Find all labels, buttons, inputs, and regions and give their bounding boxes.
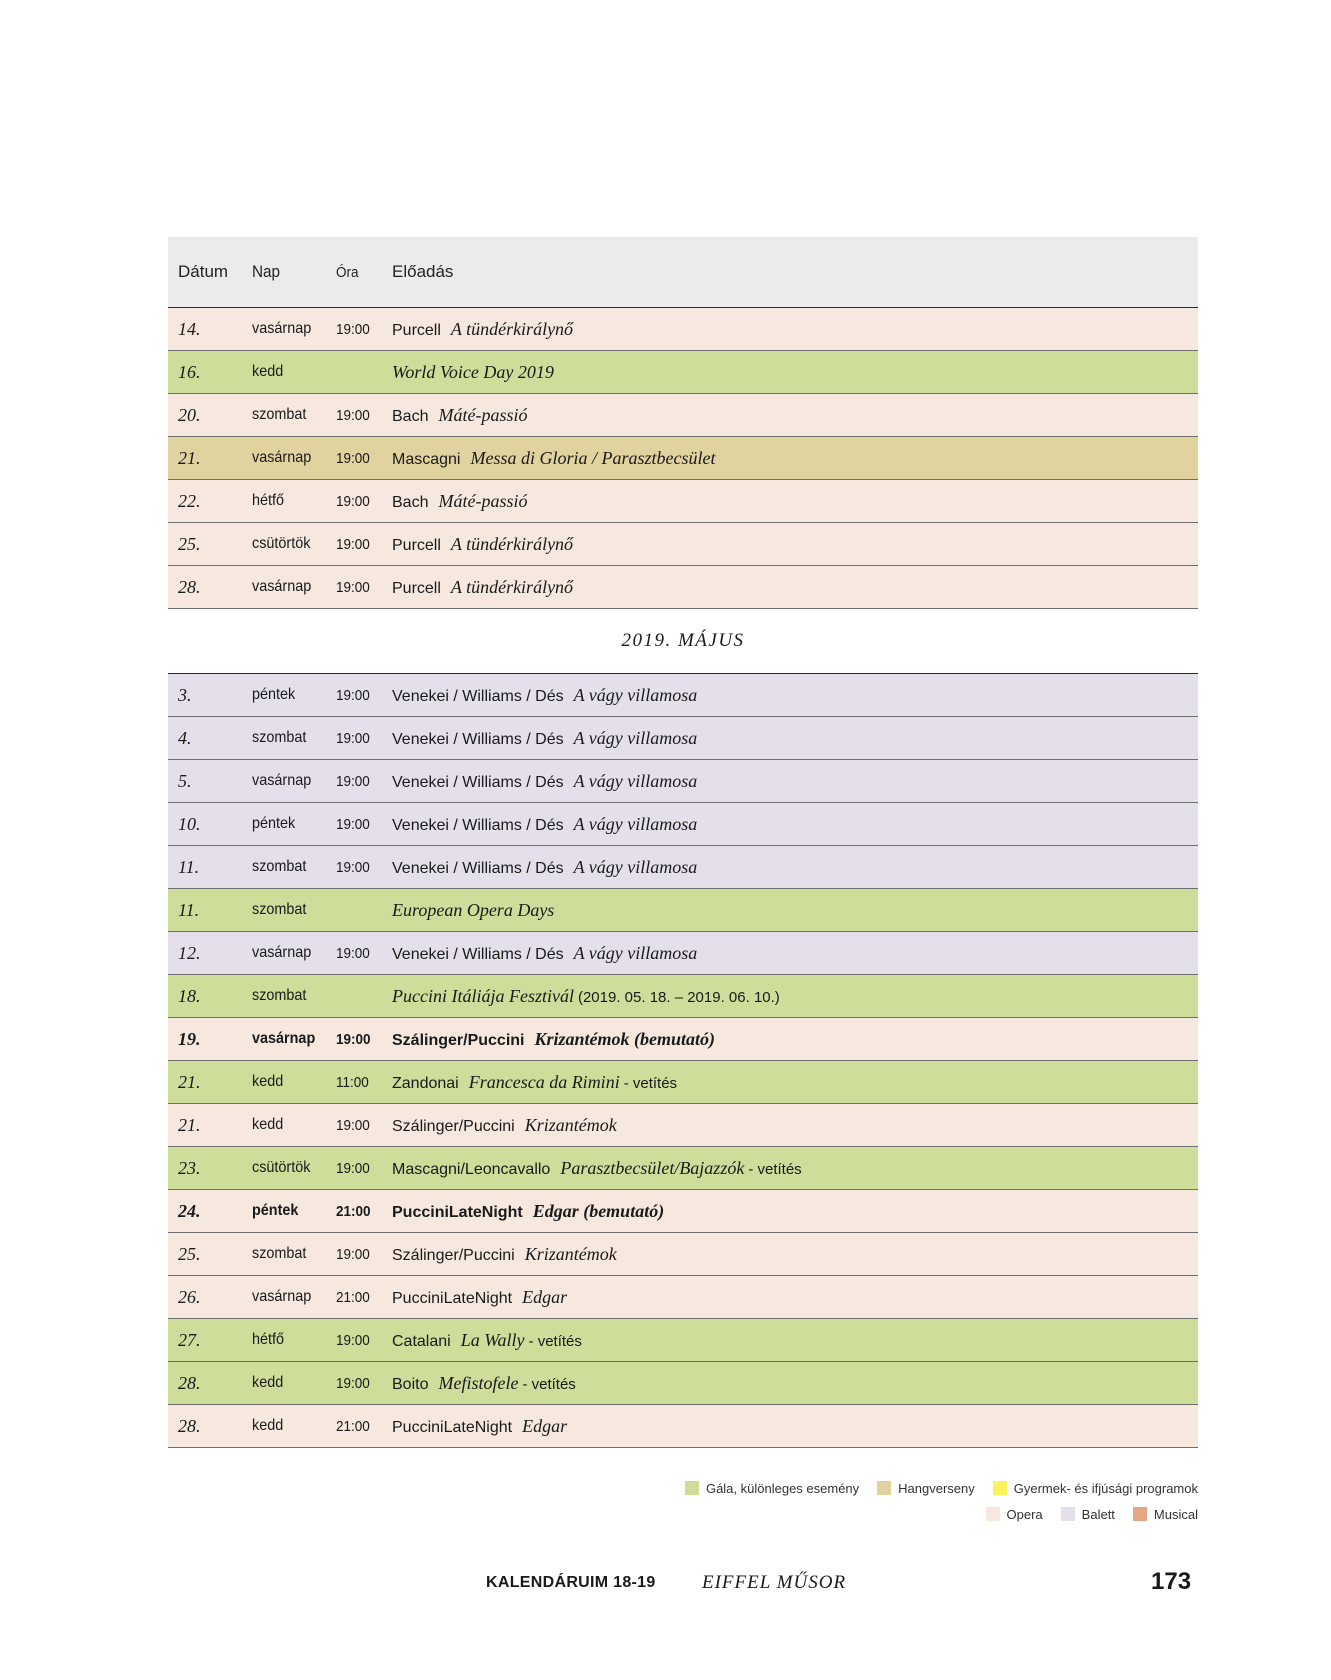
table-row <box>168 308 1198 351</box>
row-day: péntek <box>252 815 296 832</box>
row-day: szombat <box>252 858 307 875</box>
row-performance <box>392 1072 1198 1093</box>
row-date: 5. <box>178 770 192 791</box>
row-title: Krizantémok <box>524 1114 617 1135</box>
row-day: csütörtök <box>252 535 311 552</box>
row-day: szombat <box>252 901 307 918</box>
row-composer: PucciniLateNight <box>392 1418 513 1436</box>
row-composer: Szálinger/Puccini <box>392 1031 525 1049</box>
legend-item <box>877 1481 975 1496</box>
table-row <box>168 932 1198 975</box>
row-performance <box>392 362 1198 383</box>
row-performance <box>392 1158 1198 1179</box>
month-title: 2019. MÁJUS <box>168 609 1198 674</box>
row-time: 19:00 <box>336 1374 370 1392</box>
row-day: kedd <box>252 363 284 380</box>
table-row <box>168 437 1198 480</box>
row-title: A vágy villamosa <box>573 813 698 834</box>
row-day: szombat <box>252 729 307 746</box>
legend-label: Hangverseny <box>898 1480 975 1496</box>
row-date: 18. <box>178 985 201 1006</box>
row-day: kedd <box>252 1374 284 1391</box>
row-time: 19:00 <box>336 772 370 790</box>
row-composer: Venekei / Williams / Dés <box>392 859 564 877</box>
row-title: A tündérkirálynő <box>450 576 574 597</box>
row-title: Edgar (bemutató) <box>532 1200 665 1221</box>
row-date: 10. <box>178 813 201 834</box>
row-day: szombat <box>252 1245 307 1262</box>
row-composer: Szálinger/Puccini <box>392 1246 515 1264</box>
row-performance <box>392 1416 1198 1437</box>
legend-row <box>598 1475 1198 1501</box>
table-row <box>168 717 1198 760</box>
row-date: 21. <box>178 447 201 468</box>
header-performance: Előadás <box>392 262 454 281</box>
row-day: vasárnap <box>252 578 312 595</box>
row-time: 19:00 <box>336 449 370 467</box>
row-title: Máté-passió <box>438 404 528 425</box>
row-time: 19:00 <box>336 729 370 747</box>
row-title: Francesca da Rimini <box>468 1071 620 1092</box>
row-extra: (2019. 05. 18. – 2019. 06. 10.) <box>577 988 780 1006</box>
row-title: Puccini Itáliája Fesztivál <box>392 985 574 1006</box>
row-composer: Mascagni <box>392 450 461 468</box>
row-day: kedd <box>252 1073 284 1090</box>
table-row <box>168 351 1198 394</box>
table-row <box>168 889 1198 932</box>
footer-brand: KALENDÁRUIM 18-19 <box>486 1574 656 1591</box>
row-performance <box>392 1373 1198 1394</box>
header-day: Nap <box>252 262 281 281</box>
row-performance <box>392 405 1198 426</box>
row-composer: Venekei / Williams / Dés <box>392 687 564 705</box>
row-performance <box>392 448 1198 469</box>
row-performance <box>392 814 1198 835</box>
row-time: 11:00 <box>336 1073 369 1091</box>
footer-section: EIFFEL MŰSOR <box>702 1572 847 1593</box>
table-row <box>168 1018 1198 1061</box>
row-day: vasárnap <box>252 772 312 789</box>
footer <box>0 1566 1331 1606</box>
row-day: szombat <box>252 987 307 1004</box>
row-title: A vágy villamosa <box>573 684 698 705</box>
row-date: 21. <box>178 1114 201 1135</box>
row-performance <box>392 534 1198 555</box>
legend-item <box>1061 1507 1115 1522</box>
row-time: 21:00 <box>336 1288 370 1306</box>
legend-label: Gyermek- és ifjúsági programok <box>1013 1480 1198 1496</box>
row-title: A vágy villamosa <box>573 942 698 963</box>
row-date: 21. <box>178 1071 201 1092</box>
row-day: hétfő <box>252 1331 285 1348</box>
legend-label: Gála, különleges esemény <box>705 1480 860 1496</box>
row-day: vasárnap <box>252 1288 312 1305</box>
row-title: A tündérkirálynő <box>450 533 574 554</box>
legend-row <box>598 1501 1198 1527</box>
row-composer: Catalani <box>392 1332 451 1350</box>
schedule-table <box>168 237 1198 1448</box>
row-title: Máté-passió <box>438 490 528 511</box>
row-date: 11. <box>178 856 200 877</box>
row-time: 21:00 <box>336 1202 371 1220</box>
row-time: 19:00 <box>336 320 370 338</box>
row-composer: Mascagni/Leoncavallo <box>392 1160 551 1178</box>
row-composer: Venekei / Williams / Dés <box>392 730 564 748</box>
row-time: 19:00 <box>336 1116 370 1134</box>
row-date: 26. <box>178 1286 201 1307</box>
row-date: 11. <box>178 899 200 920</box>
row-title: Parasztbecsület/Bajazzók <box>560 1157 745 1178</box>
row-title: A vágy villamosa <box>573 856 698 877</box>
row-day: kedd <box>252 1417 284 1434</box>
legend <box>598 1475 1198 1527</box>
row-time: 19:00 <box>336 1159 370 1177</box>
row-date: 3. <box>178 684 192 705</box>
april-rows <box>168 308 1198 609</box>
row-composer: Zandonai <box>392 1074 459 1092</box>
table-row <box>168 1147 1198 1190</box>
table-row <box>168 674 1198 717</box>
row-composer: Venekei / Williams / Dés <box>392 816 564 834</box>
row-title: Edgar <box>522 1286 568 1307</box>
row-composer: Purcell <box>392 321 441 339</box>
row-day: vasárnap <box>252 1030 316 1047</box>
row-extra: - vetítés <box>522 1375 576 1393</box>
table-row <box>168 846 1198 889</box>
row-composer: Purcell <box>392 579 441 597</box>
row-performance <box>392 1244 1198 1265</box>
row-performance <box>392 1287 1198 1308</box>
legend-swatch <box>993 1481 1007 1495</box>
header-time: Óra <box>336 263 359 281</box>
table-row <box>168 394 1198 437</box>
table-row <box>168 1190 1198 1233</box>
table-header <box>168 237 1198 308</box>
legend-item <box>685 1481 859 1496</box>
row-date: 24. <box>178 1200 201 1221</box>
table-row <box>168 1233 1198 1276</box>
row-day: vasárnap <box>252 320 312 337</box>
legend-label: Opera <box>1006 1506 1043 1522</box>
legend-label: Musical <box>1153 1506 1198 1522</box>
row-performance <box>392 1201 1198 1222</box>
row-composer: PucciniLateNight <box>392 1203 523 1221</box>
table-row <box>168 1276 1198 1319</box>
row-title: La Wally <box>460 1329 525 1350</box>
row-performance <box>392 771 1198 792</box>
row-time: 21:00 <box>336 1417 370 1435</box>
row-time: 19:00 <box>336 944 370 962</box>
table-row <box>168 803 1198 846</box>
row-date: 4. <box>178 727 192 748</box>
row-date: 12. <box>178 942 201 963</box>
row-time: 19:00 <box>336 1030 371 1048</box>
legend-swatch <box>1061 1507 1075 1521</box>
row-composer: Szálinger/Puccini <box>392 1117 515 1135</box>
table-row <box>168 480 1198 523</box>
row-time: 19:00 <box>336 535 370 553</box>
row-title: European Opera Days <box>392 899 555 920</box>
may-rows <box>168 674 1198 1448</box>
row-day: péntek <box>252 686 296 703</box>
table-row <box>168 523 1198 566</box>
legend-swatch <box>685 1481 699 1495</box>
row-performance <box>392 491 1198 512</box>
row-composer: Bach <box>392 493 429 511</box>
table-row <box>168 1061 1198 1104</box>
row-time: 19:00 <box>336 578 370 596</box>
row-performance <box>392 986 1198 1007</box>
legend-label: Balett <box>1081 1506 1115 1522</box>
row-performance <box>392 319 1198 340</box>
row-time: 19:00 <box>336 686 370 704</box>
row-time: 19:00 <box>336 858 370 876</box>
row-performance <box>392 1115 1198 1136</box>
row-composer: Bach <box>392 407 429 425</box>
legend-item <box>986 1507 1043 1522</box>
row-performance <box>392 900 1198 921</box>
row-title: World Voice Day 2019 <box>392 361 554 382</box>
header-date: Dátum <box>178 262 229 281</box>
row-extra: - vetítés <box>623 1074 678 1092</box>
row-date: 25. <box>178 533 201 554</box>
table-row <box>168 760 1198 803</box>
row-date: 28. <box>178 1415 201 1436</box>
row-date: 27. <box>178 1329 201 1350</box>
row-day: vasárnap <box>252 944 312 961</box>
row-date: 20. <box>178 404 201 425</box>
row-day: csütörtök <box>252 1159 311 1176</box>
row-date: 25. <box>178 1243 201 1264</box>
page-number: 173 <box>1151 1568 1192 1595</box>
row-extra: - vetítés <box>528 1332 582 1350</box>
row-performance <box>392 685 1198 706</box>
row-title: Krizantémok <box>524 1243 617 1264</box>
row-title: Messa di Gloria / Parasztbecsület <box>470 447 716 468</box>
row-performance <box>392 943 1198 964</box>
legend-swatch <box>986 1507 1000 1521</box>
row-title: A vágy villamosa <box>573 727 698 748</box>
row-time: 19:00 <box>336 492 370 510</box>
row-title: Mefistofele <box>438 1372 519 1393</box>
row-composer: Purcell <box>392 536 441 554</box>
legend-swatch <box>877 1481 891 1495</box>
row-performance <box>392 577 1198 598</box>
row-day: vasárnap <box>252 449 312 466</box>
row-time: 19:00 <box>336 815 370 833</box>
row-date: 23. <box>178 1157 201 1178</box>
row-performance <box>392 728 1198 749</box>
row-date: 22. <box>178 490 201 511</box>
row-performance <box>392 857 1198 878</box>
row-composer: Boito <box>392 1375 429 1393</box>
row-composer: Venekei / Williams / Dés <box>392 773 564 791</box>
row-performance <box>392 1330 1198 1351</box>
legend-swatch <box>1133 1507 1147 1521</box>
legend-item <box>993 1481 1198 1496</box>
table-row <box>168 1104 1198 1147</box>
row-day: hétfő <box>252 492 285 509</box>
row-day: péntek <box>252 1202 299 1219</box>
table-row <box>168 1405 1198 1448</box>
row-title: A vágy villamosa <box>573 770 698 791</box>
row-composer: Venekei / Williams / Dés <box>392 945 564 963</box>
row-date: 16. <box>178 361 201 382</box>
row-time: 19:00 <box>336 1331 370 1349</box>
row-date: 28. <box>178 576 201 597</box>
row-day: szombat <box>252 406 307 423</box>
row-title: A tündérkirálynő <box>450 318 574 339</box>
row-date: 14. <box>178 318 201 339</box>
row-title: Krizantémok (bemutató) <box>534 1028 715 1049</box>
row-composer: PucciniLateNight <box>392 1289 513 1307</box>
row-date: 28. <box>178 1372 201 1393</box>
table-row <box>168 975 1198 1018</box>
row-date: 19. <box>178 1028 201 1049</box>
table-row <box>168 1319 1198 1362</box>
row-day: kedd <box>252 1116 284 1133</box>
row-time: 19:00 <box>336 1245 370 1263</box>
row-performance <box>392 1029 1198 1050</box>
row-title: Edgar <box>522 1415 568 1436</box>
row-time: 19:00 <box>336 406 370 424</box>
table-row <box>168 566 1198 609</box>
row-extra: - vetítés <box>748 1160 802 1178</box>
legend-item <box>1133 1507 1198 1522</box>
table-row <box>168 1362 1198 1405</box>
